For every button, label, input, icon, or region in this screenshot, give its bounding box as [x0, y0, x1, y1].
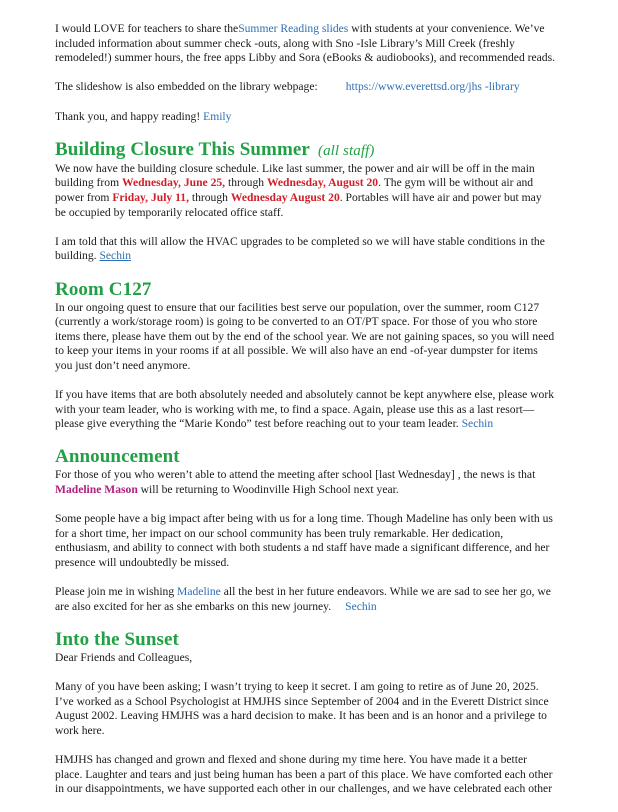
closure-schedule-paragraph: We now have the building closure schedule. Like last summer, the power and air will be off in the main building from Wednesday, June 25, through Wednesday, August 20. The gym will be without air and power from Friday, July 11, through Wednesday August 20. Portables will have air and power but may be occupied by temporarily relocated office staff. [55, 161, 542, 219]
announcement-heading: Announcement [55, 446, 180, 468]
signature-sechin: Sechin [99, 249, 132, 263]
building-closure-heading: Building Closure This Summer (all staff) [55, 138, 375, 160]
library-webpage-paragraph: The slideshow is also embedded on the library webpage: https://www.everettsd.org/jhs -library [55, 80, 520, 94]
signature-sechin: Sechin [461, 417, 494, 431]
room-c127-heading: Room C127 [55, 278, 152, 300]
room-conversion-paragraph: In our ongoing quest to ensure that our facilities best serve our population, over the summer, room C127 (currently a work/storage room) is going to be converted to an OT/PT space. For those of you who store items there, please have them out by the end of the school year. We are not gaining spaces, so you will need to keep your items in your rooms if at all possible. We will also have an end -of-year dumpster for items you just don’t need anymore. [55, 300, 555, 372]
retirement-paragraph: Many of you have been asking; I wasn’t trying to keep it secret. I am going to retire as of June 20, 2025. I’ve worked as a School Psychologist at HMJHS since September of 2004 and in the Everett District since August 2002. Leaving HMJHS was a hard decision to make. It has been and is an honor and a privilege to work here. [55, 680, 549, 737]
closure-date-gym-end: Wednesday August 20 [230, 190, 340, 204]
reflection-paragraph: HMJHS has changed and grown and flexed and shone during my time here. You have made it a better place. Laughter and tears and just being human has been a part of this place. We have comforted each other in our disappointments, we have supported each other in our challenges, and we have celebrated each other [55, 753, 553, 796]
madeline-mason-name: Madeline Mason [55, 483, 138, 497]
summer-reading-paragraph: I would LOVE for teachers to share theSummer Reading slides with students at your convenience. We’ve included information about summer check -outs, along with Sno -Isle Library’s Mill Creek (freshly remodeled!) summer hours, the free apps Libby and Sora (eBooks & audiobooks), and recommended reads. [55, 22, 555, 65]
hvac-paragraph: I am told that this will allow the HVAC upgrades to be completed so we will have stable conditions in the building. Sechin [55, 234, 545, 263]
into-the-sunset-heading: Into the Sunset [55, 628, 179, 650]
thank-you-paragraph: Thank you, and happy reading! Emily [55, 109, 232, 123]
closure-date-main-end: Wednesday, August 20 [266, 176, 379, 190]
signature-emily: Emily [203, 109, 232, 123]
farewell-paragraph: Please join me in wishing Madeline all the best in her future endeavors. While we are sad to see her go, we are also excited for her as she embarks on this new journey. Sechin [55, 585, 551, 613]
announcement-section [55, 446, 555, 614]
announcement-news-paragraph: For those of you who weren’t able to attend the meeting after school [last Wednesday] , the news is that Madeline Mason will be returning to Woodinville High School next year. [55, 468, 536, 497]
room-space-paragraph: If you have items that are both absolutely needed and absolutely cannot be kept anywhere else, please work with your team leader, who is working with me, to find a space. Again, please use this as a last resort—please give everything the “Marie Kondo” test before reaching out to your team leader. Sechin [55, 388, 555, 431]
madeline-name: Madeline [177, 585, 221, 599]
summer-reading-section [55, 22, 555, 124]
into-the-sunset-section [55, 629, 555, 797]
signature-sechin: Sechin [345, 599, 377, 613]
summer-reading-slides-link[interactable]: Summer Reading slides [238, 22, 349, 35]
closure-date-main-start: Wednesday, June 25, [121, 176, 226, 190]
newsletter-document [55, 22, 555, 812]
building-closure-section [55, 139, 555, 264]
library-webpage-link[interactable]: https://www.everettsd.org/jhs -library [345, 80, 520, 94]
room-c127-section [55, 279, 555, 432]
closure-date-gym-start: Friday, July 11, [112, 190, 189, 204]
salutation: Dear Friends and Colleagues, [55, 650, 193, 664]
impact-paragraph: Some people have a big impact after being with us for a long time. Though Madeline has only been with us for a short time, her impact on our school community has been truly remarkable. Her dedication, enthusiasm, and ability to connect with both students a nd staff have made a significant difference, and her presence will undoubtedly be missed. [55, 512, 553, 569]
building-closure-subheading: (all staff) [317, 142, 375, 159]
